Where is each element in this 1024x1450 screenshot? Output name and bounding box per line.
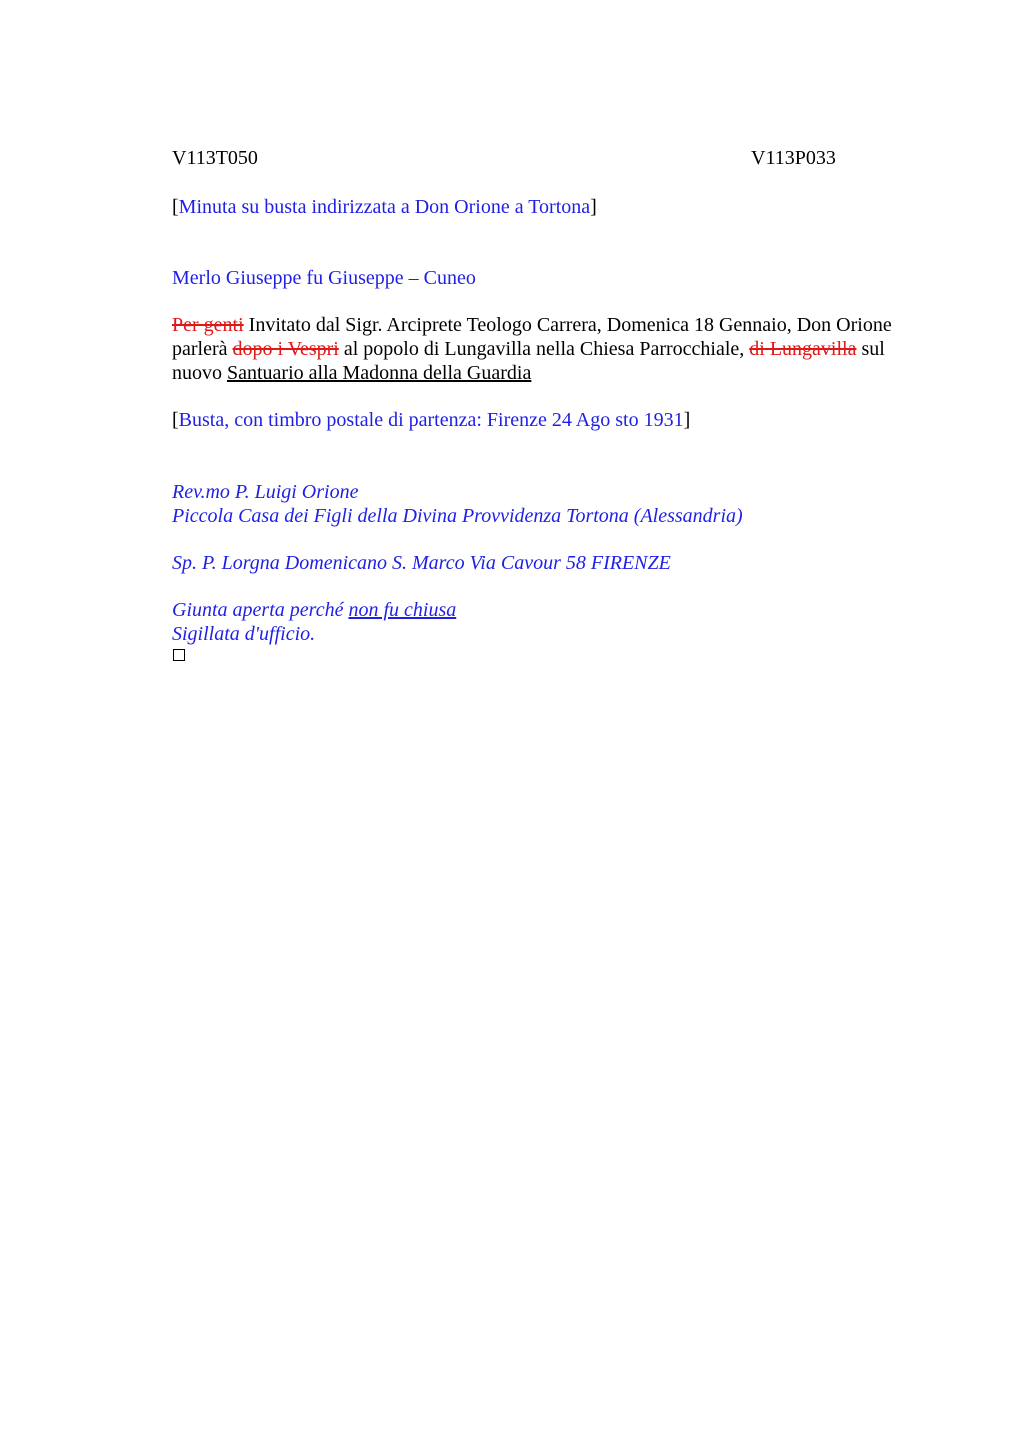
- body-text: Invitato dal Sigr. Arciprete Teologo Carrera, Domenica 18 Gennaio, Don Orione: [243, 314, 892, 336]
- editorial-note-postmark: [172, 408, 690, 432]
- square-icon: [173, 649, 185, 661]
- address-line-2: Piccola Casa dei Figli della Divina Provvidenza Tortona (Alessandria): [172, 505, 743, 527]
- body-line-3: [172, 361, 531, 385]
- underlined-text: non fu chiusa: [348, 599, 457, 621]
- remark-line-1: [172, 598, 456, 622]
- remark-line-2: Sigillata d'ufficio.: [172, 623, 316, 645]
- struck-text: di Lungavilla: [749, 338, 857, 360]
- bracket-open: [: [172, 196, 179, 218]
- struck-text: Per genti: [172, 314, 244, 336]
- editorial-note-envelope: [172, 195, 597, 219]
- body-line-1: [172, 313, 892, 337]
- struck-text: dopo i Vespri: [232, 338, 339, 360]
- remark-text: Giunta aperta perché: [172, 599, 349, 621]
- body-line-2: [172, 337, 885, 361]
- bracket-open: [: [172, 409, 179, 431]
- body-text: nuovo: [172, 362, 227, 384]
- editorial-note-text: Minuta su busta indirizzata a Don Orione a Tortona: [178, 196, 591, 218]
- underlined-text: Santuario alla Madonna della Guardia: [227, 362, 532, 384]
- document-code-left: V113T050: [172, 147, 258, 169]
- editorial-note-text: Busta, con timbro postale di partenza: Firenze 24 Ago sto 1931: [178, 409, 684, 431]
- body-text: sul: [856, 338, 885, 360]
- address-line-1: Rev.mo P. Luigi Orione: [172, 481, 359, 503]
- body-text: parlerà: [172, 338, 233, 360]
- author-line: Merlo Giuseppe fu Giuseppe – Cuneo: [172, 267, 476, 289]
- sender-line: Sp. P. Lorgna Domenicano S. Marco Via Cavour 58 FIRENZE: [172, 552, 671, 574]
- document-code-right: V113P033: [751, 147, 836, 169]
- body-text: al popolo di Lungavilla nella Chiesa Parrocchiale,: [338, 338, 750, 360]
- bracket-close: ]: [590, 196, 597, 218]
- bracket-close: ]: [683, 409, 691, 431]
